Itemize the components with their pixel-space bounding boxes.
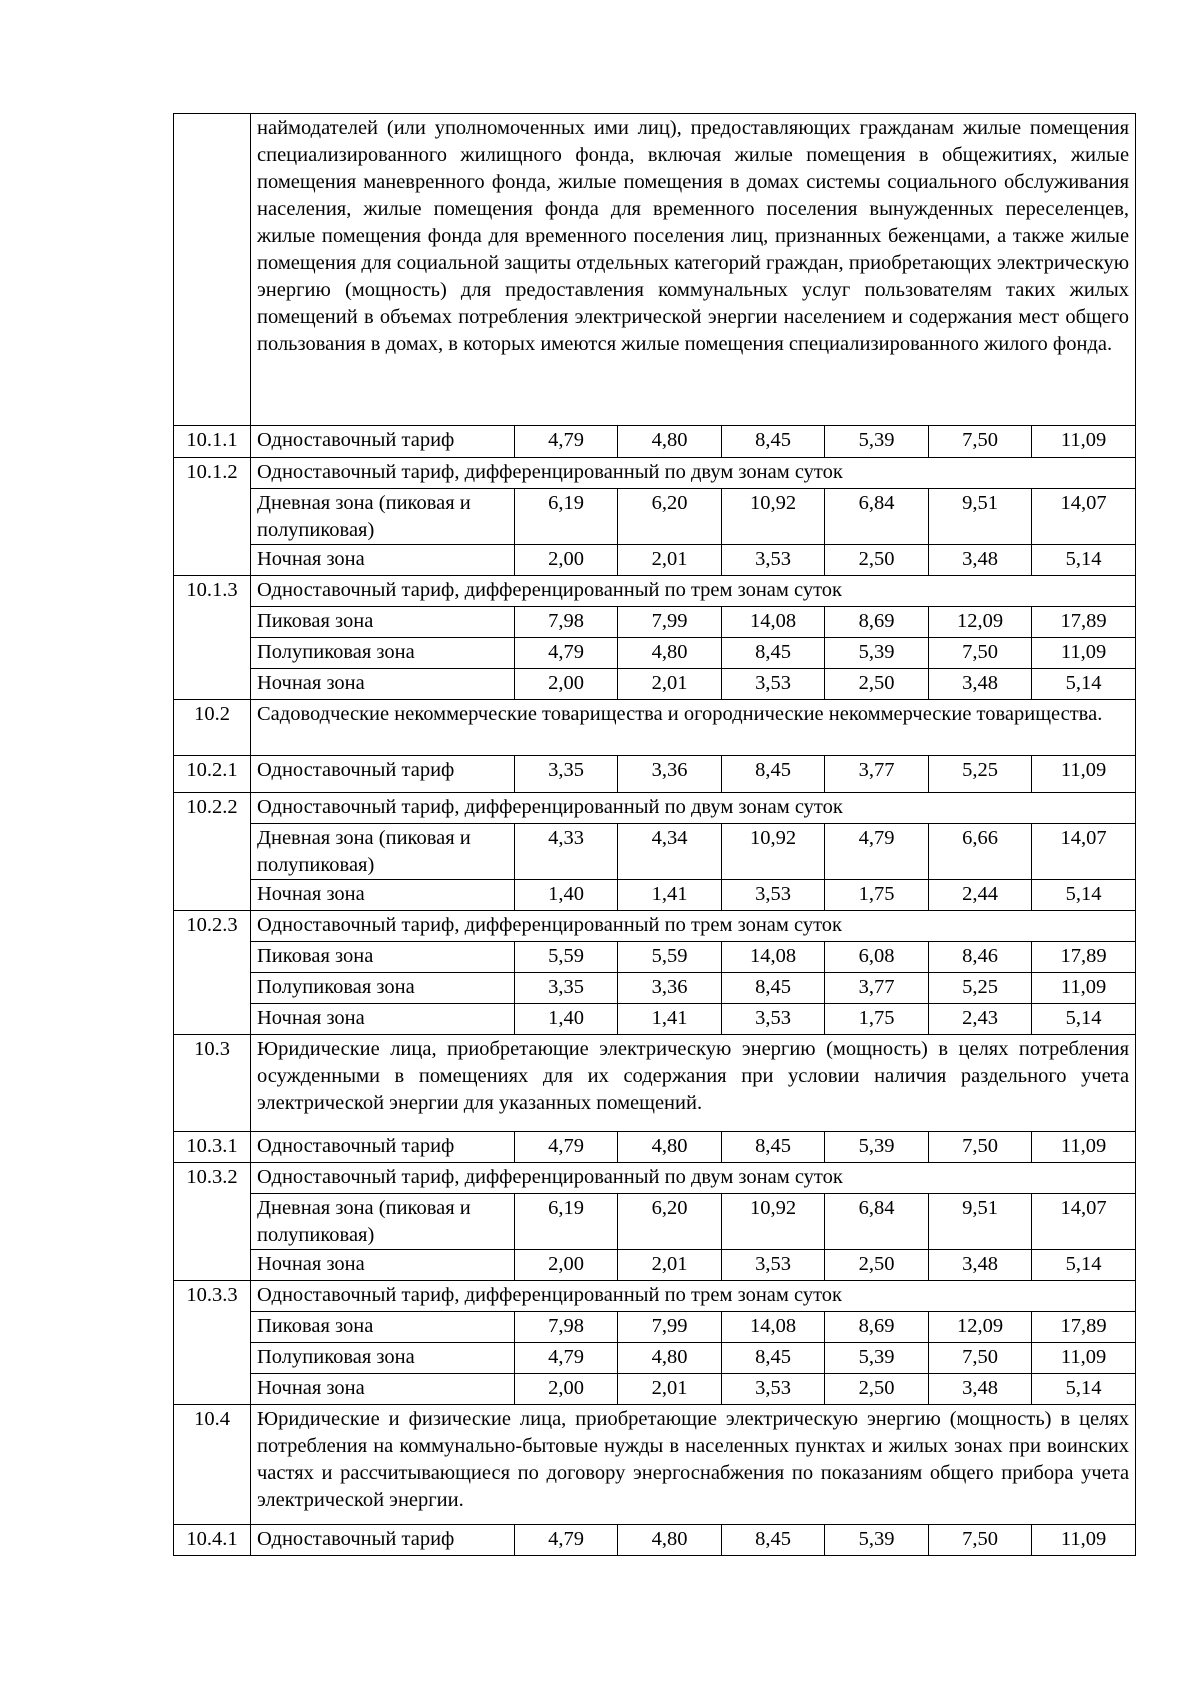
row-label: Ночная зона	[251, 1374, 515, 1405]
value-cell: 9,51	[929, 1194, 1032, 1250]
row-label: Одноставочный тариф	[251, 1525, 515, 1556]
value-cell: 4,79	[515, 426, 618, 458]
value-cell: 1,41	[618, 1004, 722, 1035]
value-cell: 2,50	[825, 1250, 929, 1281]
table-row	[174, 545, 1136, 576]
value-cell: 3,36	[618, 973, 722, 1004]
table-row	[174, 1374, 1136, 1405]
value-cell: 8,45	[722, 756, 825, 793]
value-cell: 4,34	[618, 824, 722, 880]
value-cell: 5,14	[1032, 1374, 1136, 1405]
row-code: 10.1.3	[174, 576, 251, 700]
value-cell: 6,84	[825, 489, 929, 545]
value-cell: 11,09	[1032, 756, 1136, 793]
value-cell: 3,53	[722, 880, 825, 911]
value-cell: 12,09	[929, 607, 1032, 638]
value-cell: 5,25	[929, 756, 1032, 793]
value-cell: 1,41	[618, 880, 722, 911]
intro-text: наймодателей (или уполномоченных ими лиц), предоставляющих гражданам жилые помещения специализированного жилищного фонда, включая жилые помещения в общежитиях, жилые помещения маневренного фонда, жилые помещения в домах системы социального обслуживания населения, жилые помещения фонда для временного поселения вынужденных переселенцев, жилые помещения фонда для временного поселения лиц, признанных беженцами, а также жилые помещения для социальной защиты отдельных категорий граждан, приобретающих электрическую энергию (мощность) для предоставления коммунальных услуг пользователям таких жилых помещений в объемах потребления электрической энергии населением и содержания мест общего пользования в домах, в которых имеются жилые помещения специализированного жилого фонда.	[251, 114, 1136, 426]
value-cell: 4,79	[825, 824, 929, 880]
document-page	[173, 113, 1135, 1556]
value-cell: 3,35	[515, 973, 618, 1004]
value-cell: 4,80	[618, 1343, 722, 1374]
value-cell: 4,79	[515, 638, 618, 669]
value-cell: 1,40	[515, 1004, 618, 1035]
value-cell: 4,79	[515, 1525, 618, 1556]
value-cell: 8,45	[722, 1525, 825, 1556]
value-cell: 3,48	[929, 545, 1032, 576]
section-title: Одноставочный тариф, дифференцированный по двум зонам суток	[251, 1163, 1136, 1194]
value-cell: 4,79	[515, 1132, 618, 1163]
value-cell: 4,80	[618, 1525, 722, 1556]
value-cell: 5,39	[825, 1132, 929, 1163]
table-row	[174, 1405, 1136, 1525]
table-row	[174, 824, 1136, 880]
value-cell: 3,77	[825, 973, 929, 1004]
table-row	[174, 700, 1136, 756]
value-cell: 3,53	[722, 1004, 825, 1035]
value-cell: 6,08	[825, 942, 929, 973]
table-row	[174, 426, 1136, 458]
value-cell: 8,45	[722, 973, 825, 1004]
value-cell: 3,48	[929, 1374, 1032, 1405]
section-title: Одноставочный тариф, дифференцированный по двум зонам суток	[251, 793, 1136, 824]
value-cell: 7,50	[929, 1525, 1032, 1556]
row-code: 10.3.1	[174, 1132, 251, 1163]
value-cell: 3,35	[515, 756, 618, 793]
value-cell: 2,01	[618, 1250, 722, 1281]
row-label: Пиковая зона	[251, 607, 515, 638]
value-cell: 8,45	[722, 1132, 825, 1163]
table-row	[174, 1343, 1136, 1374]
table-row	[174, 1132, 1136, 1163]
row-label: Полупиковая зона	[251, 1343, 515, 1374]
row-code: 10.4	[174, 1405, 251, 1525]
section-title: Юридические лица, приобретающие электрическую энергию (мощность) в целях потребления осужденными в помещениях для их содержания при условии наличия раздельного учета электрической энергии для указанных помещений.	[251, 1035, 1136, 1132]
value-cell: 5,39	[825, 426, 929, 458]
value-cell: 2,01	[618, 669, 722, 700]
table-row	[174, 756, 1136, 793]
section-title: Одноставочный тариф, дифференцированный по трем зонам суток	[251, 1281, 1136, 1312]
value-cell: 8,69	[825, 1312, 929, 1343]
row-label: Полупиковая зона	[251, 638, 515, 669]
value-cell: 2,50	[825, 545, 929, 576]
row-label: Дневная зона (пиковая и полупиковая)	[251, 824, 515, 880]
value-cell: 2,00	[515, 1374, 618, 1405]
value-cell: 7,50	[929, 426, 1032, 458]
value-cell: 2,01	[618, 545, 722, 576]
tariff-table	[173, 113, 1136, 1556]
value-cell: 6,20	[618, 489, 722, 545]
row-code: 10.2.1	[174, 756, 251, 793]
value-cell: 6,19	[515, 489, 618, 545]
table-row	[174, 1250, 1136, 1281]
value-cell: 5,14	[1032, 880, 1136, 911]
value-cell: 14,08	[722, 607, 825, 638]
table-row	[174, 638, 1136, 669]
value-cell: 5,14	[1032, 1250, 1136, 1281]
row-code: 10.4.1	[174, 1525, 251, 1556]
section-title: Садоводческие некоммерческие товарищества и огороднические некоммерческие товарищества.	[251, 700, 1136, 756]
value-cell: 14,08	[722, 1312, 825, 1343]
value-cell: 2,00	[515, 545, 618, 576]
table-row	[174, 1281, 1136, 1312]
table-row	[174, 1194, 1136, 1250]
table-row	[174, 1525, 1136, 1556]
value-cell: 8,45	[722, 1343, 825, 1374]
table-row	[174, 1312, 1136, 1343]
value-cell: 2,50	[825, 669, 929, 700]
value-cell: 7,50	[929, 1132, 1032, 1163]
value-cell: 3,53	[722, 1250, 825, 1281]
row-code: 10.3.3	[174, 1281, 251, 1405]
value-cell: 3,53	[722, 545, 825, 576]
value-cell: 3,48	[929, 669, 1032, 700]
value-cell: 5,14	[1032, 545, 1136, 576]
value-cell: 2,43	[929, 1004, 1032, 1035]
value-cell: 4,80	[618, 638, 722, 669]
row-code: 10.1.1	[174, 426, 251, 458]
value-cell: 2,01	[618, 1374, 722, 1405]
value-cell: 10,92	[722, 1194, 825, 1250]
value-cell: 3,36	[618, 756, 722, 793]
table-row	[174, 458, 1136, 489]
value-cell: 3,53	[722, 669, 825, 700]
table-row	[174, 942, 1136, 973]
table-row	[174, 793, 1136, 824]
value-cell: 7,50	[929, 638, 1032, 669]
section-title: Одноставочный тариф, дифференцированный по двум зонам суток	[251, 458, 1136, 489]
value-cell: 7,98	[515, 1312, 618, 1343]
table-row	[174, 1035, 1136, 1132]
row-label: Ночная зона	[251, 545, 515, 576]
value-cell: 8,69	[825, 607, 929, 638]
section-title: Одноставочный тариф, дифференцированный по трем зонам суток	[251, 911, 1136, 942]
section-title: Юридические и физические лица, приобретающие электрическую энергию (мощность) в целях потребления на коммунально-бытовые нужды в населенных пунктах и жилых зонах при воинских частях и рассчитывающиеся по договору энергоснабжения по показаниям общего прибора учета электрической энергии.	[251, 1405, 1136, 1525]
table-row-intro	[174, 114, 1136, 426]
section-title: Одноставочный тариф, дифференцированный по трем зонам суток	[251, 576, 1136, 607]
value-cell: 17,89	[1032, 1312, 1136, 1343]
table-row	[174, 911, 1136, 942]
table-row	[174, 607, 1136, 638]
value-cell: 1,75	[825, 1004, 929, 1035]
row-label: Ночная зона	[251, 669, 515, 700]
row-label: Пиковая зона	[251, 1312, 515, 1343]
value-cell: 14,08	[722, 942, 825, 973]
row-label: Дневная зона (пиковая и полупиковая)	[251, 489, 515, 545]
value-cell: 4,79	[515, 1343, 618, 1374]
value-cell: 8,45	[722, 638, 825, 669]
value-cell: 8,46	[929, 942, 1032, 973]
value-cell: 14,07	[1032, 1194, 1136, 1250]
value-cell: 17,89	[1032, 942, 1136, 973]
value-cell: 3,48	[929, 1250, 1032, 1281]
value-cell: 11,09	[1032, 1132, 1136, 1163]
row-code: 10.3	[174, 1035, 251, 1132]
table-row	[174, 576, 1136, 607]
row-label: Одноставочный тариф	[251, 756, 515, 793]
value-cell: 14,07	[1032, 489, 1136, 545]
table-row	[174, 1163, 1136, 1194]
table-row	[174, 880, 1136, 911]
value-cell: 5,39	[825, 1525, 929, 1556]
value-cell: 5,25	[929, 973, 1032, 1004]
value-cell: 5,14	[1032, 669, 1136, 700]
value-cell: 2,00	[515, 1250, 618, 1281]
value-cell: 5,39	[825, 638, 929, 669]
value-cell: 2,44	[929, 880, 1032, 911]
row-code: 10.2	[174, 700, 251, 756]
value-cell: 7,50	[929, 1343, 1032, 1374]
table-row	[174, 669, 1136, 700]
row-code: 10.3.2	[174, 1163, 251, 1281]
value-cell: 6,20	[618, 1194, 722, 1250]
value-cell: 17,89	[1032, 607, 1136, 638]
value-cell: 10,92	[722, 489, 825, 545]
value-cell: 6,66	[929, 824, 1032, 880]
value-cell: 5,59	[618, 942, 722, 973]
value-cell: 11,09	[1032, 426, 1136, 458]
value-cell: 11,09	[1032, 638, 1136, 669]
value-cell: 5,39	[825, 1343, 929, 1374]
value-cell: 5,14	[1032, 1004, 1136, 1035]
value-cell: 4,80	[618, 1132, 722, 1163]
value-cell: 3,53	[722, 1374, 825, 1405]
value-cell: 7,98	[515, 607, 618, 638]
value-cell: 2,50	[825, 1374, 929, 1405]
value-cell: 2,00	[515, 669, 618, 700]
value-cell: 9,51	[929, 489, 1032, 545]
row-code: 10.2.3	[174, 911, 251, 1035]
value-cell: 6,19	[515, 1194, 618, 1250]
row-label: Ночная зона	[251, 1250, 515, 1281]
value-cell: 1,40	[515, 880, 618, 911]
row-label: Полупиковая зона	[251, 973, 515, 1004]
value-cell: 11,09	[1032, 973, 1136, 1004]
row-label: Ночная зона	[251, 880, 515, 911]
value-cell: 6,84	[825, 1194, 929, 1250]
value-cell: 14,07	[1032, 824, 1136, 880]
value-cell: 11,09	[1032, 1343, 1136, 1374]
table-row	[174, 973, 1136, 1004]
row-label: Пиковая зона	[251, 942, 515, 973]
table-row	[174, 489, 1136, 545]
row-code: 10.1.2	[174, 458, 251, 576]
row-label: Одноставочный тариф	[251, 1132, 515, 1163]
value-cell: 12,09	[929, 1312, 1032, 1343]
value-cell: 10,92	[722, 824, 825, 880]
value-cell: 7,99	[618, 607, 722, 638]
row-code: 10.2.2	[174, 793, 251, 911]
value-cell: 11,09	[1032, 1525, 1136, 1556]
row-label: Дневная зона (пиковая и полупиковая)	[251, 1194, 515, 1250]
value-cell: 7,99	[618, 1312, 722, 1343]
value-cell: 8,45	[722, 426, 825, 458]
value-cell: 4,33	[515, 824, 618, 880]
value-cell: 4,80	[618, 426, 722, 458]
value-cell: 5,59	[515, 942, 618, 973]
value-cell: 1,75	[825, 880, 929, 911]
value-cell: 3,77	[825, 756, 929, 793]
table-row	[174, 1004, 1136, 1035]
row-label: Ночная зона	[251, 1004, 515, 1035]
row-label: Одноставочный тариф	[251, 426, 515, 458]
